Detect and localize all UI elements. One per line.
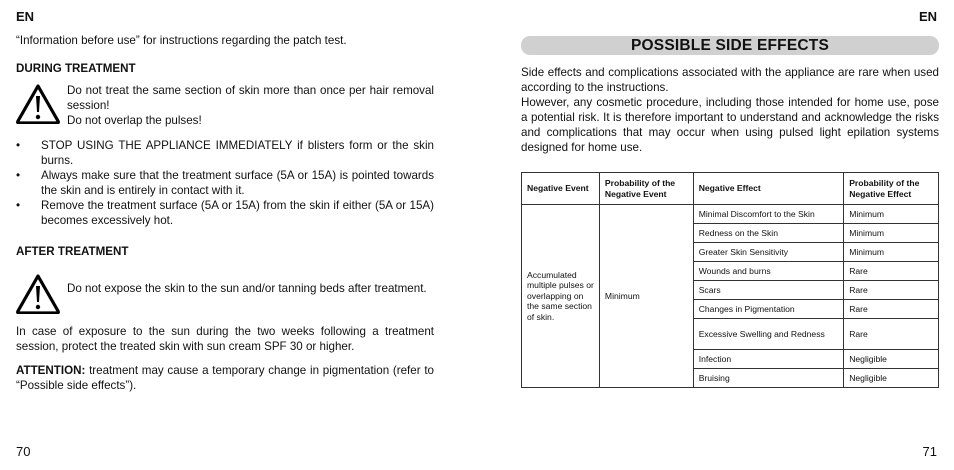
column-header: Negative Event <box>522 173 600 205</box>
during-warning-line1: Do not treat the same section of skin more than once per hair removal session! <box>67 84 434 112</box>
effect-probability-cell: Minimum <box>844 243 939 262</box>
effect-probability-cell: Rare <box>844 300 939 319</box>
warning-triangle-icon <box>16 84 60 124</box>
effect-probability-cell: Negligible <box>844 369 939 388</box>
section-title-banner: POSSIBLE SIDE EFFECTS <box>521 36 939 55</box>
effect-probability-cell: Rare <box>844 262 939 281</box>
effect-cell: Redness on the Skin <box>693 224 844 243</box>
column-header: Probability of the Negative Event <box>599 173 693 205</box>
side-effects-risk-paragraph: However, any cosmetic procedure, including those intended for home use, pose a potential risk. It is therefore important to understand and acknowledge the risks and complications that may occur when using pulsed light epilation systems designed for home use. <box>521 96 939 154</box>
during-warning-line2: Do not overlap the pulses! <box>67 114 202 127</box>
effect-cell: Changes in Pigmentation <box>693 300 844 319</box>
effect-cell: Minimal Discomfort to the Skin <box>693 205 844 224</box>
page-number-right: 71 <box>922 444 937 459</box>
effect-cell: Greater Skin Sensitivity <box>693 243 844 262</box>
attention-paragraph <box>16 363 434 393</box>
list-item: • Remove the treatment surface (5A or 15A) from the skin if either (5A or 15A) becomes excessively hot. <box>16 198 434 228</box>
effect-probability-cell: Rare <box>844 319 939 350</box>
sun-paragraph: In case of exposure to the sun during the two weeks following a treatment session, protect the treated skin with sun cream SPF 30 or higher. <box>16 325 434 353</box>
language-label-left: EN <box>16 9 35 24</box>
effect-probability-cell: Minimum <box>844 224 939 243</box>
page-number-left: 70 <box>16 444 31 459</box>
warning-triangle-icon <box>16 274 60 314</box>
column-header: Negative Effect <box>693 173 844 205</box>
during-warning <box>16 83 434 128</box>
effect-cell: Wounds and burns <box>693 262 844 281</box>
effect-cell: Excessive Swelling and Redness <box>693 319 844 350</box>
effect-cell: Bruising <box>693 369 844 388</box>
effect-probability-cell: Minimum <box>844 205 939 224</box>
column-header: Probability of the Negative Effect <box>844 173 939 205</box>
table-row <box>522 205 939 224</box>
list-item: • STOP USING THE APPLIANCE IMMEDIATELY if blisters form or the skin burns. <box>16 138 434 168</box>
attention-text: treatment may cause a temporary change in pigmentation (refer to “Possible side effects”). <box>16 364 434 392</box>
side-effects-intro: Side effects and complications associated with the appliance are rare when used according to the instructions. <box>521 66 939 94</box>
effect-cell: Infection <box>693 350 844 369</box>
event-probability-cell: Minimum <box>599 205 693 388</box>
right-page <box>521 36 939 155</box>
after-warning <box>16 273 434 314</box>
side-effects-table <box>521 172 939 388</box>
after-treatment-heading: AFTER TREATMENT <box>16 245 129 258</box>
left-page <box>16 33 434 393</box>
effect-probability-cell: Rare <box>844 281 939 300</box>
intro-text: “Information before use” for instructions regarding the patch test. <box>16 34 347 47</box>
attention-label: ATTENTION: <box>16 364 86 377</box>
table-header-row <box>522 173 939 205</box>
language-label-right: EN <box>918 9 937 24</box>
after-warning-text: Do not expose the skin to the sun and/or tanning beds after treatment. <box>67 282 427 295</box>
list-item: • Always make sure that the treatment surface (5A or 15A) is pointed towards the skin and is entirely in contact with it. <box>16 168 434 198</box>
during-bullet-list <box>16 138 434 228</box>
effect-cell: Scars <box>693 281 844 300</box>
negative-event-cell: Accumulated multiple pulses or overlapping on the same section of skin. <box>522 205 600 388</box>
effect-probability-cell: Negligible <box>844 350 939 369</box>
during-treatment-heading: DURING TREATMENT <box>16 62 136 75</box>
